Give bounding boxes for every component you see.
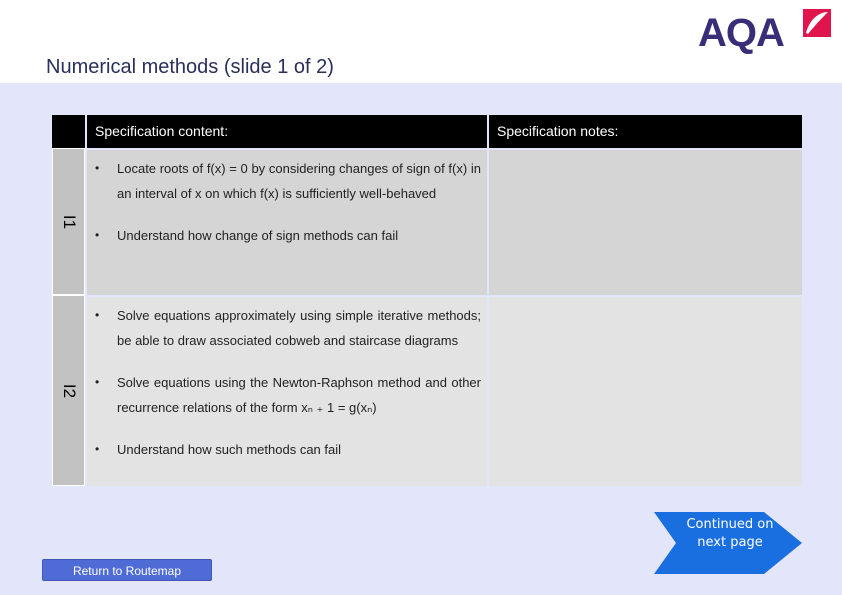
- row-code-label: I2: [59, 383, 79, 398]
- row-code-i1: [52, 148, 85, 295]
- header-specification-content: Specification content:: [87, 115, 487, 148]
- list-item: • Understand how such methods can fail: [93, 437, 481, 462]
- header-specification-notes: Specification notes:: [489, 115, 802, 148]
- list-item: • Solve equations approximately using simple iterative methods; be able to draw associated cobweb and staircase diagrams: [93, 303, 481, 353]
- row-content-i2: [87, 297, 487, 486]
- return-to-routemap-button[interactable]: Return to Routemap: [42, 559, 212, 581]
- row-notes-i2: [489, 297, 802, 486]
- list-item: • Locate roots of f(x) = 0 by considering changes of sign of f(x) in an interval of x on which f(x) is sufficiently well-behaved: [93, 156, 481, 206]
- specification-table: [52, 115, 802, 486]
- page-title: Numerical methods (slide 1 of 2): [46, 56, 334, 78]
- list-item: • Understand how change of sign methods can fail: [93, 223, 481, 248]
- row-code-i2: [52, 295, 85, 486]
- row-code-label: I1: [59, 214, 79, 229]
- row-notes-i1: [489, 150, 802, 295]
- aqa-logo: [698, 8, 834, 56]
- row-content-i1: [87, 150, 487, 295]
- list-item: • Solve equations using the Newton-Raphson method and other recurrence relations of the form xₙ ₊ 1 = g(xₙ): [93, 370, 481, 420]
- header-corner: [52, 115, 85, 148]
- continued-next-page-label[interactable]: Continued on next page: [686, 517, 774, 550]
- logo-mark-icon: [802, 8, 832, 38]
- logo-text: AQA: [698, 11, 784, 55]
